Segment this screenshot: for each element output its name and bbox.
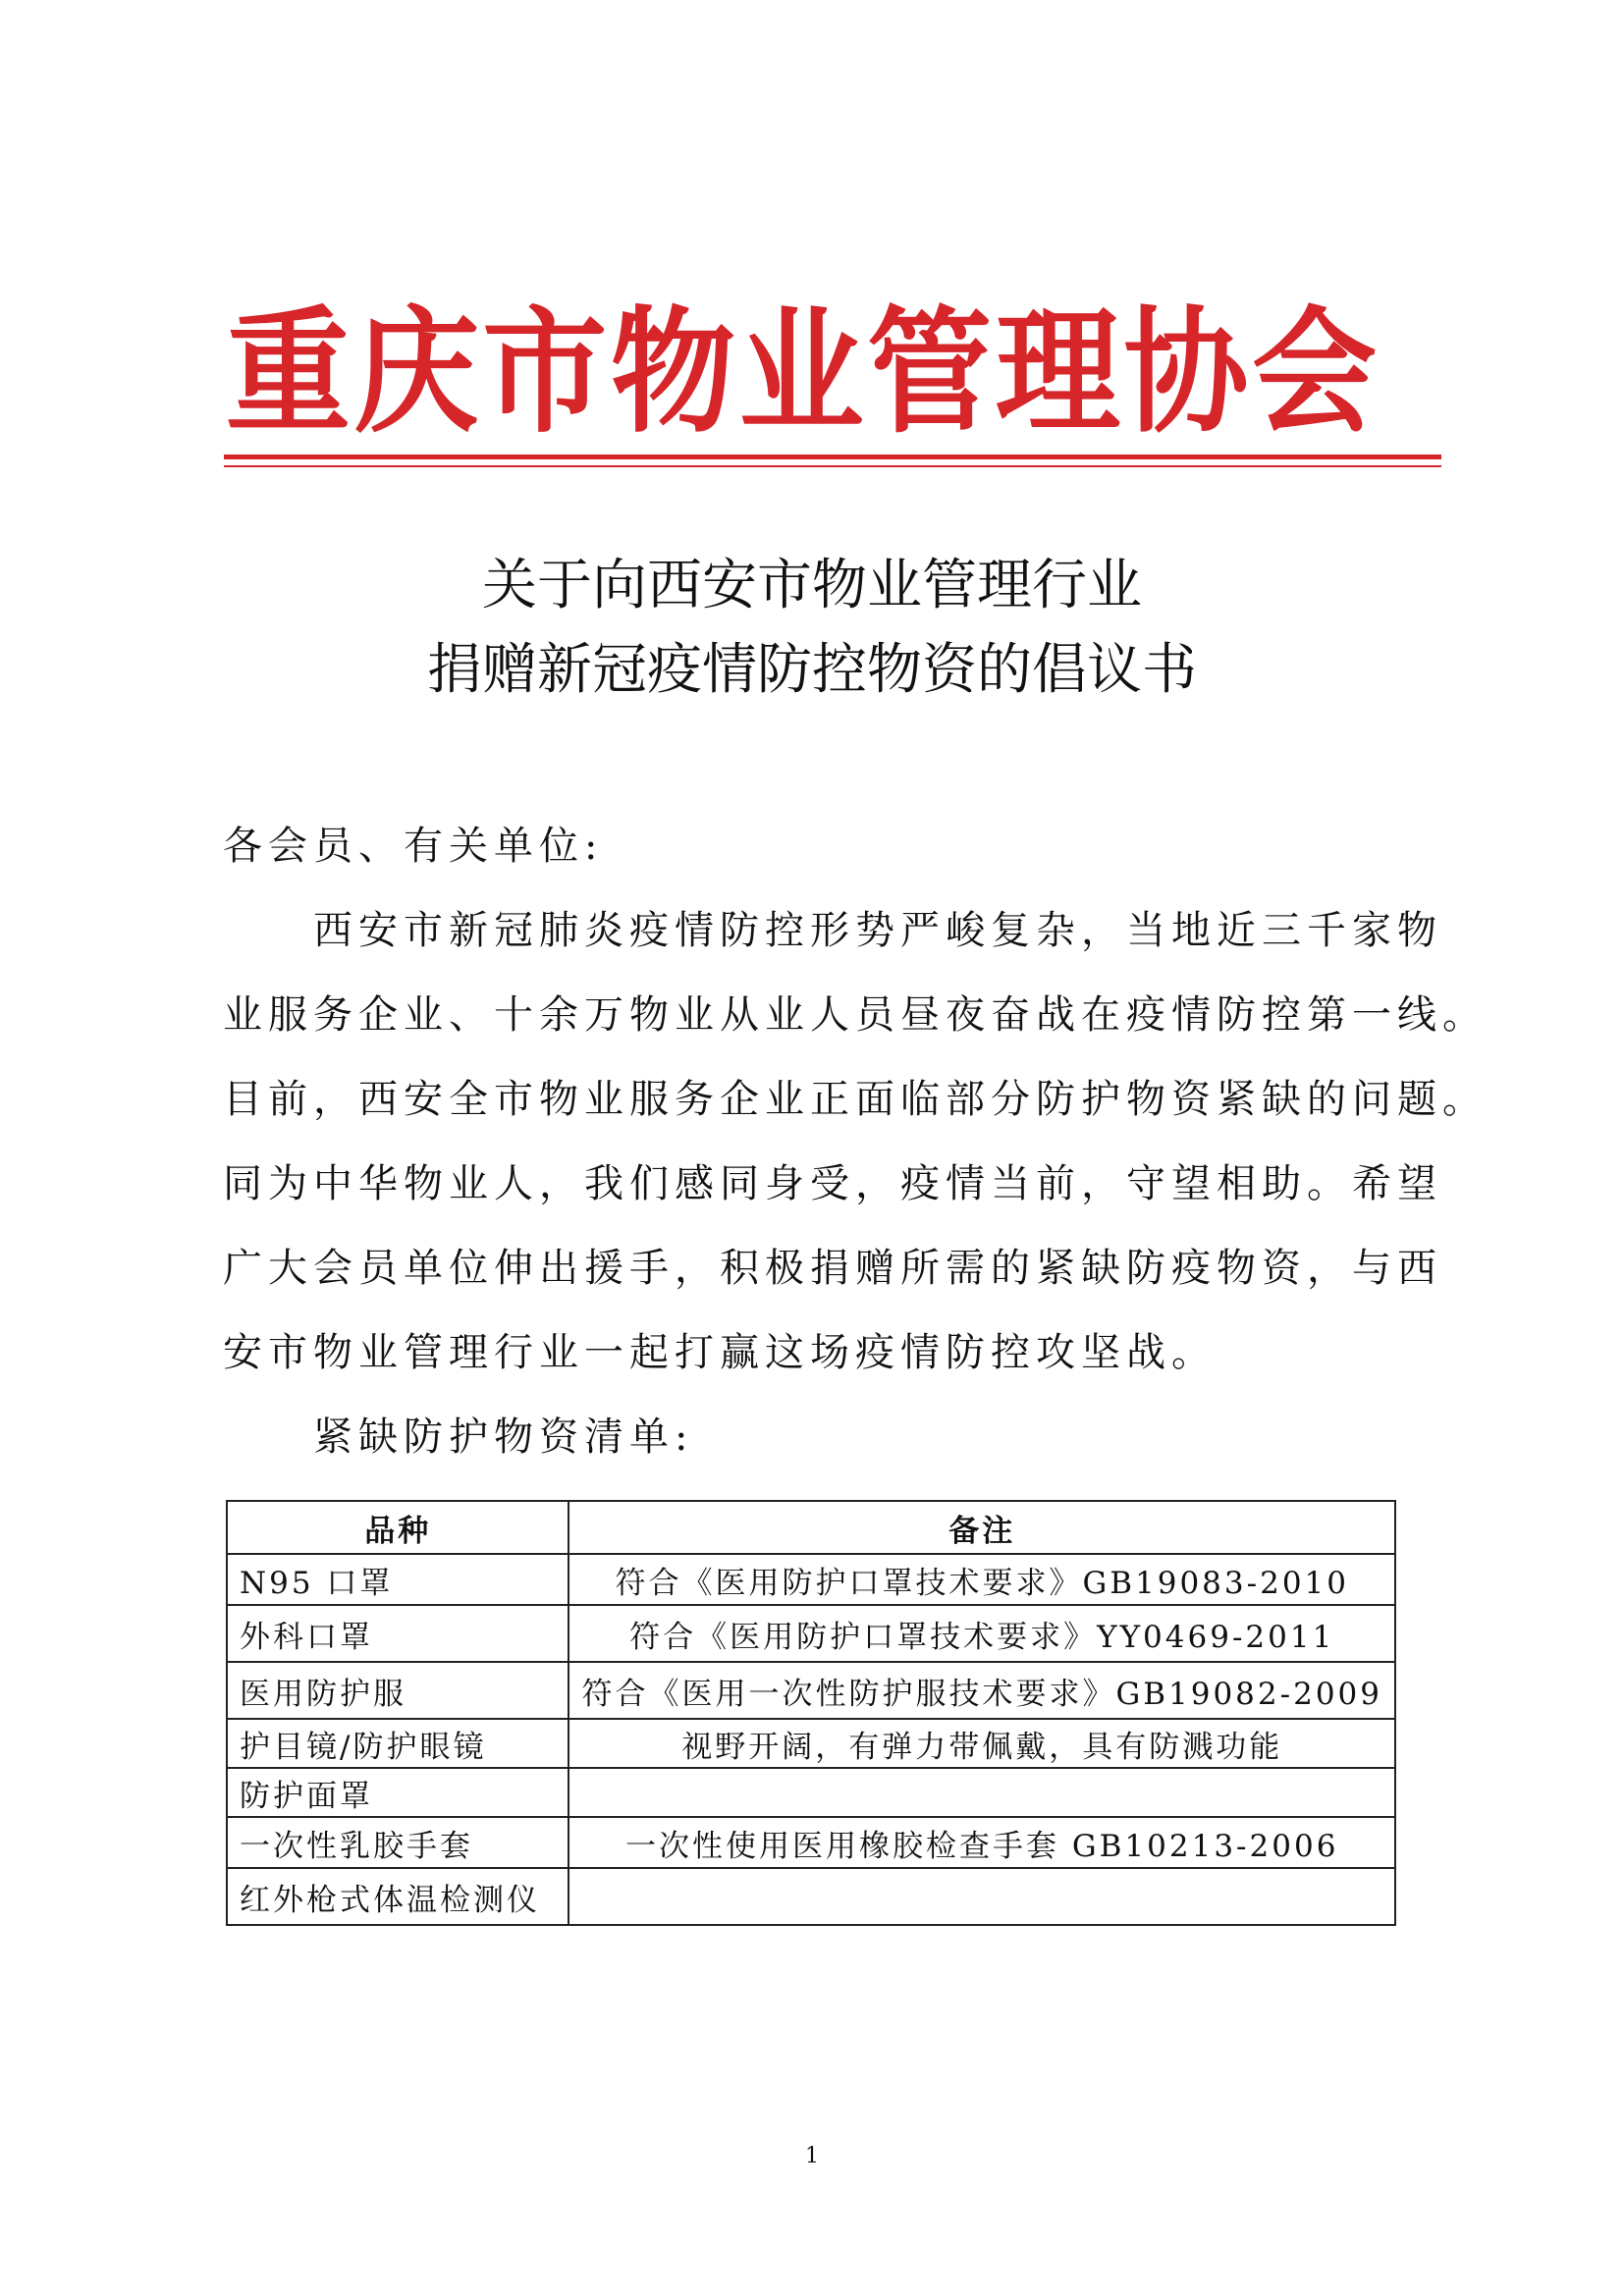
document-title-line-1: 关于向西安市物业管理行业 bbox=[482, 554, 1142, 617]
column-header-note: 备注 bbox=[568, 1501, 1395, 1554]
letterhead-rule-thin bbox=[224, 465, 1441, 467]
paragraph-line: 业服务企业、十余万物业从业人员昼夜奋战在疫情防控第一线。 bbox=[223, 992, 1488, 1038]
table-header-row bbox=[227, 1501, 1395, 1554]
item-cell: 一次性乳胶手套 bbox=[227, 1817, 568, 1868]
table-row bbox=[227, 1554, 1395, 1605]
note-cell: 符合《医用一次性防护服技术要求》GB19082-2009 bbox=[568, 1662, 1395, 1719]
item-cell: N95 口罩 bbox=[227, 1554, 568, 1605]
paragraph-line: 目前，西安全市物业服务企业正面临部分防护物资紧缺的问题。 bbox=[223, 1077, 1488, 1122]
salutation: 各会员、有关单位: bbox=[223, 824, 604, 869]
letterhead-rule-thick bbox=[224, 454, 1441, 459]
item-cell: 红外枪式体温检测仪 bbox=[227, 1868, 568, 1925]
item-cell: 医用防护服 bbox=[227, 1662, 568, 1719]
table-row bbox=[227, 1719, 1395, 1768]
item-cell: 护目镜/防护眼镜 bbox=[227, 1719, 568, 1768]
paragraph-line: 安市物业管理行业一起打赢这场疫情防控攻坚战。 bbox=[223, 1330, 1217, 1375]
note-cell: 符合《医用防护口罩技术要求》GB19083-2010 bbox=[568, 1554, 1395, 1605]
table-row bbox=[227, 1605, 1395, 1662]
note-cell: 符合《医用防护口罩技术要求》YY0469-2011 bbox=[568, 1605, 1395, 1662]
column-header-item: 品种 bbox=[227, 1501, 568, 1554]
paragraph-line: 同为中华物业人，我们感同身受，疫情当前，守望相助。希望 bbox=[223, 1161, 1442, 1206]
paragraph-line: 西安市新冠肺炎疫情防控形势严峻复杂，当地近三千家物 bbox=[223, 908, 1442, 953]
table-row bbox=[227, 1662, 1395, 1719]
paragraph-line: 广大会员单位伸出援手，积极捐赠所需的紧缺防疫物资，与西 bbox=[223, 1246, 1442, 1291]
supplies-table bbox=[226, 1500, 1396, 1926]
table-row bbox=[227, 1868, 1395, 1925]
list-heading: 紧缺防护物资清单: bbox=[223, 1415, 694, 1460]
letterhead-org-name: 重庆市物业管理协会 bbox=[226, 294, 1380, 452]
note-cell bbox=[568, 1868, 1395, 1925]
table-row bbox=[227, 1817, 1395, 1868]
item-cell: 外科口罩 bbox=[227, 1605, 568, 1662]
item-cell: 防护面罩 bbox=[227, 1768, 568, 1817]
table-row bbox=[227, 1768, 1395, 1817]
page-number: 1 bbox=[805, 2144, 819, 2168]
note-cell: 视野开阔，有弹力带佩戴，具有防溅功能 bbox=[568, 1719, 1395, 1768]
document-title-line-2: 捐赠新冠疫情防控物资的倡议书 bbox=[427, 638, 1197, 702]
note-cell: 一次性使用医用橡胶检查手套 GB10213-2006 bbox=[568, 1817, 1395, 1868]
note-cell bbox=[568, 1768, 1395, 1817]
